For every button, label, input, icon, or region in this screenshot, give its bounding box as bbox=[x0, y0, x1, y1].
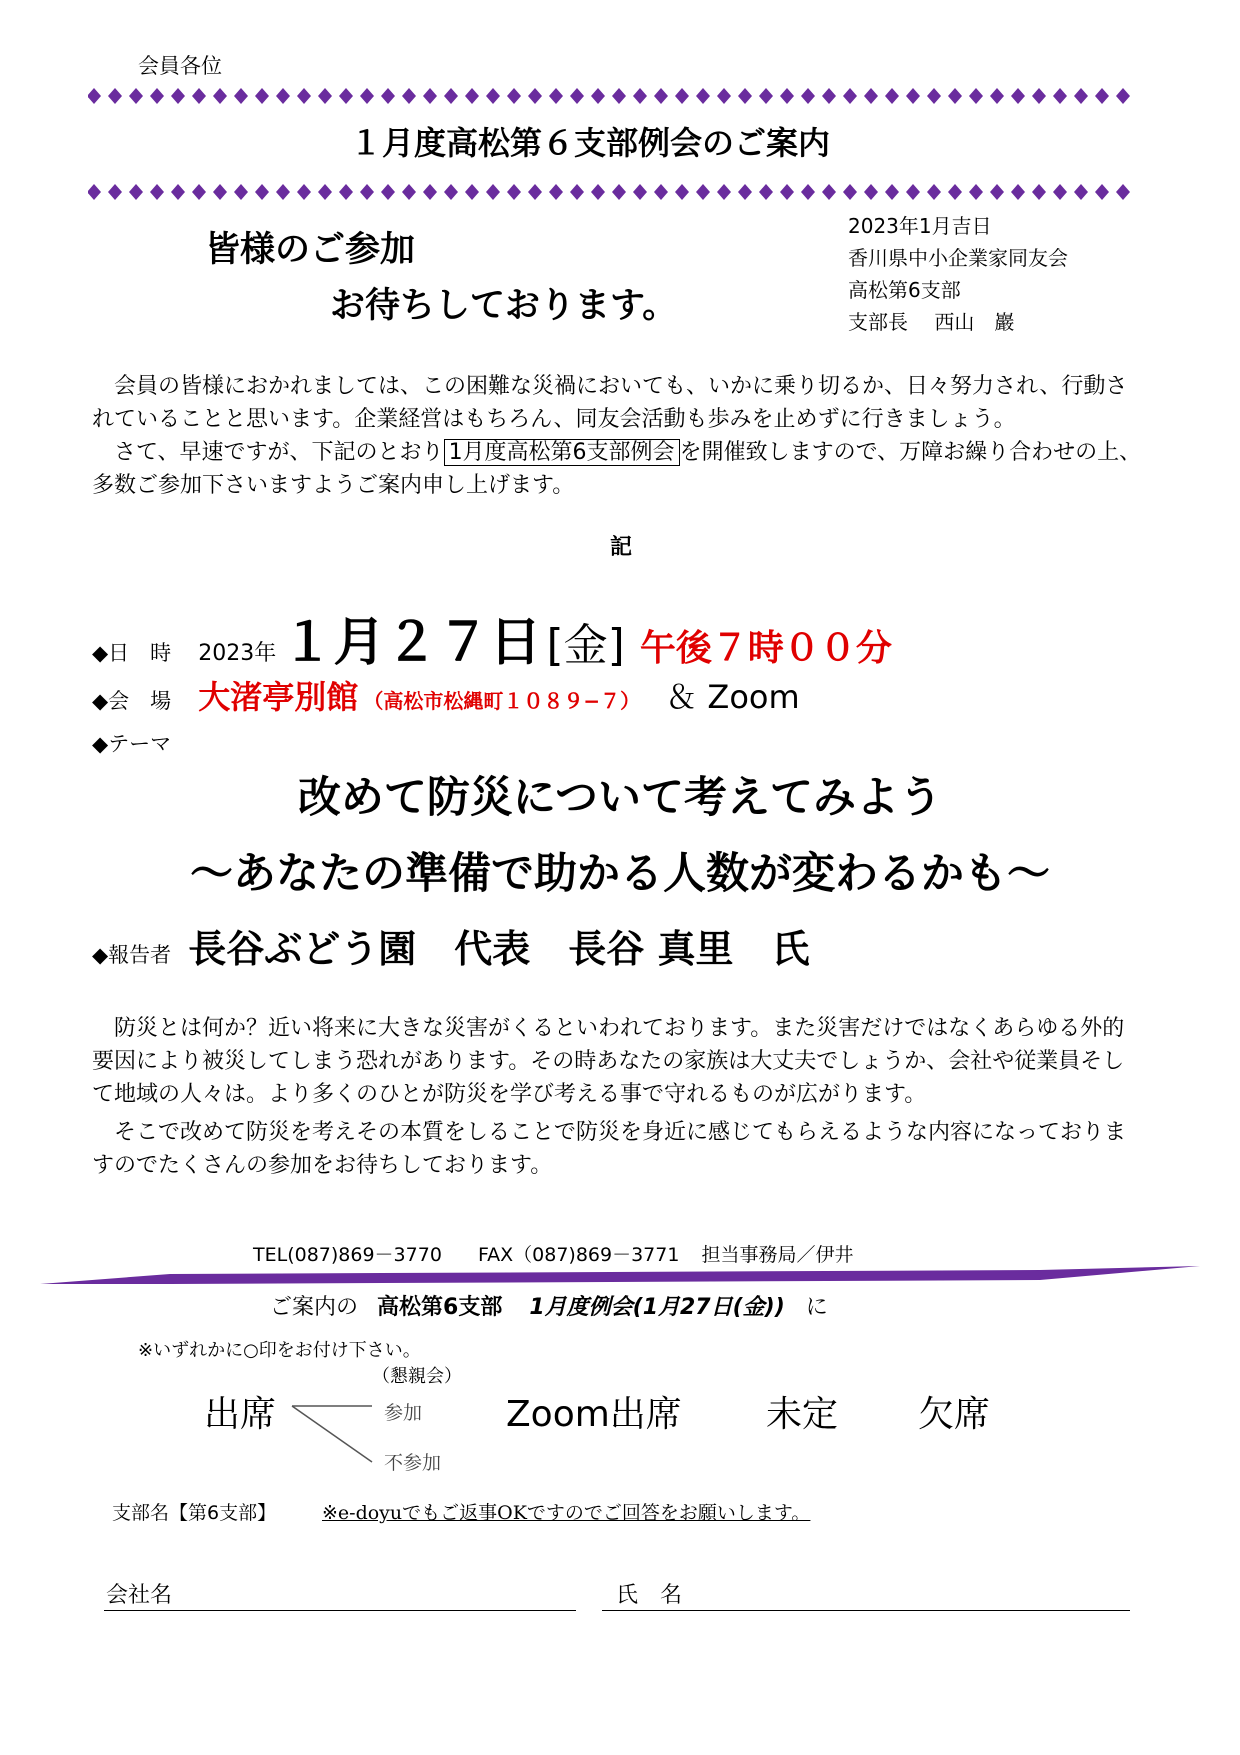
diamond-ornament bbox=[696, 88, 710, 104]
diamond-ornament bbox=[171, 184, 185, 200]
diamond-ornament bbox=[843, 184, 857, 200]
contact-staff: 担当事務局／伊井 bbox=[701, 1244, 854, 1266]
diamond-ornament bbox=[990, 88, 1004, 104]
diamond-ornament bbox=[906, 184, 920, 200]
diamond-ornament bbox=[654, 184, 668, 200]
diamond-ornament bbox=[507, 88, 521, 104]
diamond-ornament bbox=[528, 88, 542, 104]
diamond-ornament bbox=[696, 184, 710, 200]
diamond-ornament bbox=[969, 184, 983, 200]
diamond-ornament bbox=[864, 184, 878, 200]
diamond-ornament bbox=[108, 88, 122, 104]
reporter-row bbox=[92, 918, 809, 973]
diamond-ornament bbox=[570, 184, 584, 200]
page-title: １月度高松第６支部例会のご案内 bbox=[350, 124, 831, 162]
bottom-diamond-border bbox=[88, 182, 1138, 202]
year: 2023年 bbox=[198, 641, 277, 666]
party-label: （懇親会） bbox=[372, 1366, 462, 1387]
company-label: 会社名 bbox=[106, 1583, 173, 1608]
diamond-ornament bbox=[1095, 184, 1109, 200]
diamond-ornament bbox=[234, 88, 248, 104]
addressee: 会員各位 bbox=[138, 54, 222, 78]
diamond-ornament bbox=[213, 184, 227, 200]
diamond-ornament bbox=[1053, 184, 1067, 200]
diamond-ornament bbox=[234, 184, 248, 200]
diamond-ornament bbox=[948, 88, 962, 104]
venue-name: 大渚亭別館 bbox=[198, 678, 359, 716]
intro-p2-before: さて、早速ですが、下記のとおり bbox=[92, 440, 444, 465]
reply-branch: 高松第6支部 bbox=[377, 1295, 503, 1320]
diamond-ornament bbox=[360, 88, 374, 104]
reply-suffix: に bbox=[805, 1295, 828, 1320]
diamond-ornament bbox=[150, 184, 164, 200]
event-time: 午後７時００分 bbox=[639, 628, 892, 669]
attend-branch-lines bbox=[290, 1398, 380, 1470]
diamond-ornament bbox=[88, 88, 101, 104]
diamond-ornament bbox=[213, 88, 227, 104]
diamond-ornament bbox=[591, 88, 605, 104]
diamond-ornament bbox=[486, 184, 500, 200]
diamond-ornament bbox=[88, 184, 101, 200]
diamond-ornament bbox=[339, 88, 353, 104]
intro-paragraph-2 bbox=[92, 436, 1142, 502]
contact-tel: TEL(087)869－3770 bbox=[253, 1244, 442, 1266]
diamond-ornament bbox=[1074, 184, 1088, 200]
contact-fax: FAX（087)869－3771 bbox=[477, 1244, 680, 1266]
diamond-ornament bbox=[108, 184, 122, 200]
diamond-ornament bbox=[759, 88, 773, 104]
venue-zoom: ＆ Zoom bbox=[665, 678, 800, 716]
greeting-line1: 皆様のご参加 bbox=[205, 230, 416, 270]
company-field[interactable] bbox=[104, 1610, 576, 1611]
diamond-ornament bbox=[633, 184, 647, 200]
diamond-ornament bbox=[927, 88, 941, 104]
diamond-ornament bbox=[507, 184, 521, 200]
issue-date: 2023年1月吉日 bbox=[848, 214, 992, 238]
intro-paragraph-1: 会員の皆様におかれましては、この困難な災禍においても、いかに乗り切るか、日々努力され、行動されていることと思います。企業経営はもちろん、同友会活動も歩みを止めずに行きましょう。 bbox=[92, 374, 1128, 432]
diamond-ornament bbox=[1074, 88, 1088, 104]
undecided-option[interactable]: 未定 bbox=[766, 1394, 839, 1435]
diamond-ornament bbox=[1116, 88, 1130, 104]
datetime-row bbox=[92, 600, 892, 673]
diamond-ornament bbox=[1053, 88, 1067, 104]
diamond-ornament bbox=[843, 88, 857, 104]
diamond-ornament bbox=[192, 88, 206, 104]
reply-heading bbox=[270, 1290, 828, 1321]
diamond-ornament bbox=[423, 184, 437, 200]
diamond-ornament bbox=[717, 184, 731, 200]
diamond-ornament bbox=[444, 88, 458, 104]
diamond-ornament bbox=[675, 184, 689, 200]
party-absent-option[interactable]: 不参加 bbox=[384, 1452, 442, 1474]
weekday: [金] bbox=[546, 620, 625, 671]
zoom-attend-option[interactable]: Zoom出席 bbox=[506, 1394, 682, 1435]
name-field[interactable] bbox=[602, 1610, 1130, 1611]
diamond-ornament bbox=[738, 88, 752, 104]
diamond-ornament bbox=[570, 88, 584, 104]
diamond-ornament bbox=[1032, 88, 1046, 104]
event-date: １月２７日 bbox=[281, 613, 542, 673]
diamond-ornament bbox=[465, 88, 479, 104]
ki-label: 記 bbox=[610, 535, 633, 560]
venue-row bbox=[92, 672, 800, 718]
diamond-ornament bbox=[402, 88, 416, 104]
diamond-ornament bbox=[1011, 184, 1025, 200]
diamond-ornament bbox=[864, 88, 878, 104]
diamond-ornament bbox=[486, 88, 500, 104]
diamond-ornament bbox=[1032, 184, 1046, 200]
diamond-ornament bbox=[381, 88, 395, 104]
diamond-ornament bbox=[612, 88, 626, 104]
e-doyu-note: ※e-doyuでもご返事OKですのでご回答をお願いします。 bbox=[322, 1502, 811, 1524]
diamond-ornament bbox=[906, 88, 920, 104]
diamond-ornament bbox=[129, 184, 143, 200]
party-attend-option[interactable]: 参加 bbox=[384, 1402, 423, 1424]
diamond-ornament bbox=[276, 184, 290, 200]
branch-chief: 支部長 西山 巖 bbox=[848, 310, 1015, 334]
diamond-ornament bbox=[549, 184, 563, 200]
top-diamond-border bbox=[88, 86, 1138, 106]
theme-label: ◆テーマ bbox=[92, 732, 172, 756]
diamond-ornament bbox=[738, 184, 752, 200]
diamond-ornament bbox=[1011, 88, 1025, 104]
diamond-ornament bbox=[801, 184, 815, 200]
diamond-ornament bbox=[612, 184, 626, 200]
diamond-ornament bbox=[633, 88, 647, 104]
meeting-name-box: 1月度高松第6支部例会 bbox=[444, 439, 680, 466]
diamond-ornament bbox=[192, 184, 206, 200]
name-label: 氏 名 bbox=[616, 1583, 683, 1608]
diamond-ornament bbox=[444, 184, 458, 200]
diamond-ornament bbox=[591, 184, 605, 200]
diamond-ornament bbox=[402, 184, 416, 200]
diamond-ornament bbox=[318, 88, 332, 104]
branch-name-label: 支部名【第6支部】 bbox=[112, 1502, 277, 1524]
absent-option[interactable]: 欠席 bbox=[918, 1394, 991, 1435]
attend-option[interactable]: 出席 bbox=[204, 1394, 277, 1435]
diamond-ornament bbox=[528, 184, 542, 200]
diamond-ornament bbox=[801, 88, 815, 104]
diamond-ornament bbox=[549, 88, 563, 104]
diamond-ornament bbox=[276, 88, 290, 104]
diamond-ornament bbox=[1095, 88, 1109, 104]
purple-divider bbox=[40, 1262, 1210, 1288]
reply-prefix: ご案内の bbox=[270, 1295, 359, 1320]
diamond-ornament bbox=[759, 184, 773, 200]
diamond-ornament bbox=[969, 88, 983, 104]
diamond-ornament bbox=[822, 184, 836, 200]
diamond-ornament bbox=[297, 184, 311, 200]
diamond-ornament bbox=[675, 88, 689, 104]
reporter-label: ◆報告者 bbox=[92, 943, 172, 967]
diamond-ornament bbox=[171, 88, 185, 104]
diamond-ornament bbox=[948, 184, 962, 200]
diamond-ornament bbox=[1116, 184, 1130, 200]
greeting-line2: お待ちしております。 bbox=[330, 286, 678, 326]
diamond-ornament bbox=[129, 88, 143, 104]
description-paragraph-1: 防災とは何か？近い将来に大きな災害がくるといわれております。また災害だけではなくあらゆる外的要因により被災してしまう恐れがあります。その時あなたの家族は大丈夫でしょうか、会社や従業員そして地域の人々は。より多くのひとが防災を学び考える事で守れるものが広がります。 bbox=[92, 1016, 1125, 1107]
diamond-ornament bbox=[381, 184, 395, 200]
reply-meeting: 1月度例会(1月27日(金)) bbox=[529, 1295, 785, 1320]
reply-instruction: ※いずれかに○印をお付け下さい。 bbox=[138, 1340, 421, 1361]
description-paragraph-2: そこで改めて防災を考えその本質をしることで防災を身近に感じてもらえるような内容になっておりますのでたくさんの参加をお待ちしております。 bbox=[92, 1120, 1127, 1178]
diamond-ornament bbox=[885, 88, 899, 104]
diamond-ornament bbox=[255, 88, 269, 104]
diamond-ornament bbox=[465, 184, 479, 200]
diamond-ornament bbox=[360, 184, 374, 200]
venue-address: （高松市松縄町１０８９−７） bbox=[363, 689, 641, 713]
datetime-label: ◆日 時 bbox=[92, 641, 172, 665]
venue-label: ◆会 場 bbox=[92, 689, 172, 713]
diamond-ornament bbox=[423, 88, 437, 104]
intro-p2-after: を開催致しますので、万障お繰り合わせの上、多数ご参加下さいますようご案内申し上げます。 bbox=[92, 440, 1142, 498]
diamond-ornament bbox=[780, 184, 794, 200]
diamond-ornament bbox=[885, 184, 899, 200]
diamond-ornament bbox=[339, 184, 353, 200]
organization: 香川県中小企業家同友会 bbox=[848, 246, 1068, 270]
diamond-ornament bbox=[318, 184, 332, 200]
diamond-ornament bbox=[822, 88, 836, 104]
diamond-ornament bbox=[780, 88, 794, 104]
diamond-ornament bbox=[255, 184, 269, 200]
branch-name: 高松第6支部 bbox=[848, 278, 961, 302]
diamond-ornament bbox=[297, 88, 311, 104]
diamond-ornament bbox=[654, 88, 668, 104]
theme-line1: 改めて防災について考えてみよう bbox=[297, 773, 943, 823]
theme-line2: ～あなたの準備で助かる人数が変わるかも～ bbox=[190, 849, 1050, 899]
diamond-ornament bbox=[717, 88, 731, 104]
diamond-ornament bbox=[150, 88, 164, 104]
diamond-ornament bbox=[927, 184, 941, 200]
reporter-name: 長谷ぶどう園 代表 長谷 真里 氏 bbox=[188, 927, 810, 971]
diamond-ornament bbox=[990, 184, 1004, 200]
